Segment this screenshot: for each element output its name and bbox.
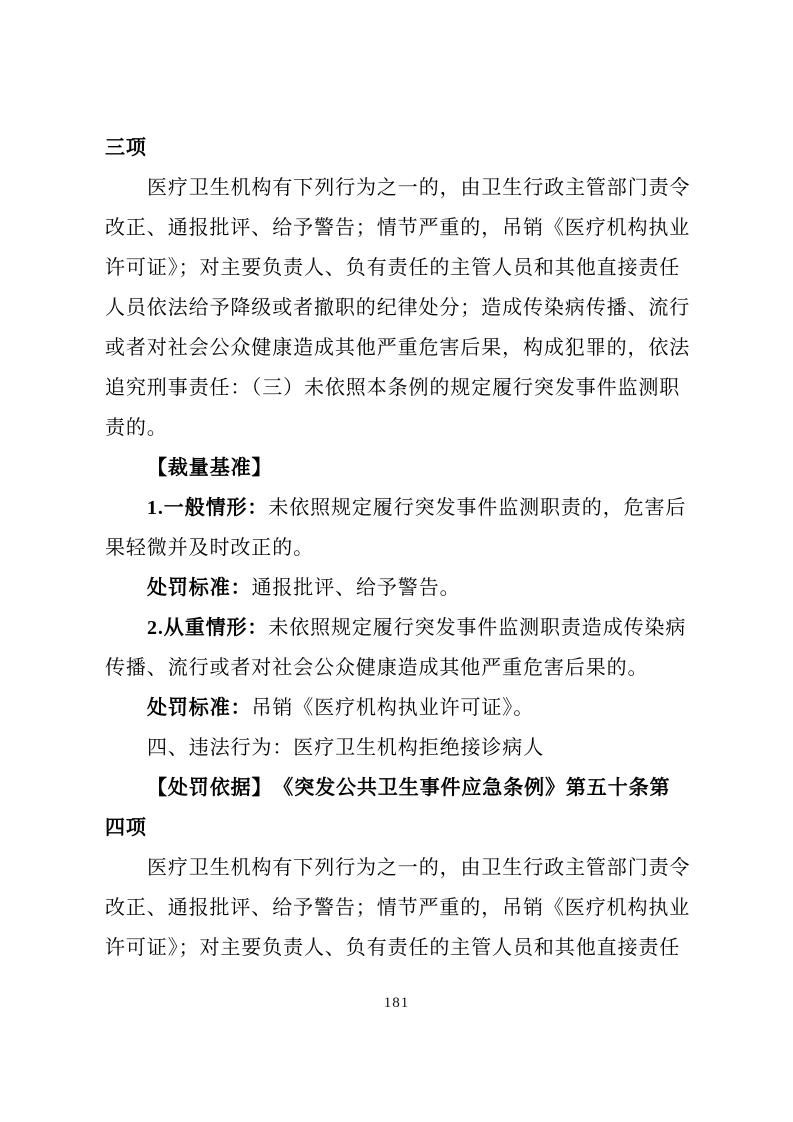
- text-run: 未依照规定履行突发事件监测职责造成传染病: [268, 617, 687, 639]
- text-run: 追究刑事责任：（三）未依照本条例的规定履行突发事件监测职: [105, 377, 681, 399]
- text-line: [105, 328, 705, 368]
- text-line: [105, 208, 705, 248]
- text-run: 果轻微并及时改正的。: [105, 537, 314, 559]
- text-run: 未依照规定履行突发事件监测职责的，危害后: [268, 497, 687, 519]
- text-line: [105, 368, 705, 408]
- text-run: 或者对社会公众健康造成其他严重危害后果，构成犯罪的，依法: [105, 337, 691, 359]
- text-line: [105, 568, 705, 608]
- text-run-bold: 1.一般情形：: [147, 497, 269, 519]
- document-body: [105, 128, 705, 968]
- text-line: [105, 808, 705, 848]
- text-run: 许可证》；对主要负责人、负有责任的主管人员和其他直接责任: [105, 257, 681, 279]
- text-run: 人员依法给予降级或者撤职的纪律处分；造成传染病传播、流行: [105, 297, 691, 319]
- text-line: [105, 728, 705, 768]
- text-line: [105, 488, 705, 528]
- text-line: [105, 608, 705, 648]
- text-run: 传播、流行或者对社会公众健康造成其他严重危害后果的。: [105, 657, 649, 679]
- text-line: [105, 848, 705, 888]
- text-line: [105, 768, 705, 808]
- text-run: 改正、通报批评、给予警告；情节严重的，吊销《医疗机构执业: [105, 897, 691, 919]
- text-run-bold: 【裁量基准】: [147, 457, 273, 479]
- text-line: [105, 168, 705, 208]
- text-run-bold: 处罚标准：: [147, 577, 252, 599]
- text-run-bold: 处罚标准：: [147, 697, 252, 719]
- text-run-bold: 【处罚依据】 《突发公共卫生事件应急条例》第五十条第: [147, 777, 671, 799]
- text-run: 吊销《医疗机构执业许可证》。: [251, 697, 535, 719]
- text-run: 许可证》；对主要负责人、负有责任的主管人员和其他直接责任: [105, 937, 681, 959]
- text-line: [105, 448, 705, 488]
- text-line: [105, 288, 705, 328]
- text-run: 改正、通报批评、给予警告；情节严重的，吊销《医疗机构执业: [105, 217, 691, 239]
- text-line: [105, 648, 705, 688]
- page-number: 181: [383, 995, 410, 1011]
- text-line: [105, 888, 705, 928]
- text-run: 医疗卫生机构有下列行为之一的，由卫生行政主管部门责令: [147, 177, 691, 199]
- text-line: [105, 408, 705, 448]
- text-line: [105, 688, 705, 728]
- text-line: [105, 528, 705, 568]
- text-run: 通报批评、给予警告。: [251, 577, 461, 599]
- text-run: 医疗卫生机构有下列行为之一的，由卫生行政主管部门责令: [147, 857, 691, 879]
- text-run: 责的。: [105, 417, 168, 439]
- text-run-bold: 2.从重情形：: [147, 617, 269, 639]
- text-line: [105, 248, 705, 288]
- text-run: 四、违法行为：医疗卫生机构拒绝接诊病人: [147, 737, 545, 759]
- text-run-bold: 三项: [105, 137, 147, 159]
- text-run-bold: 四项: [105, 817, 147, 839]
- text-line: [105, 928, 705, 968]
- text-line: [105, 128, 705, 168]
